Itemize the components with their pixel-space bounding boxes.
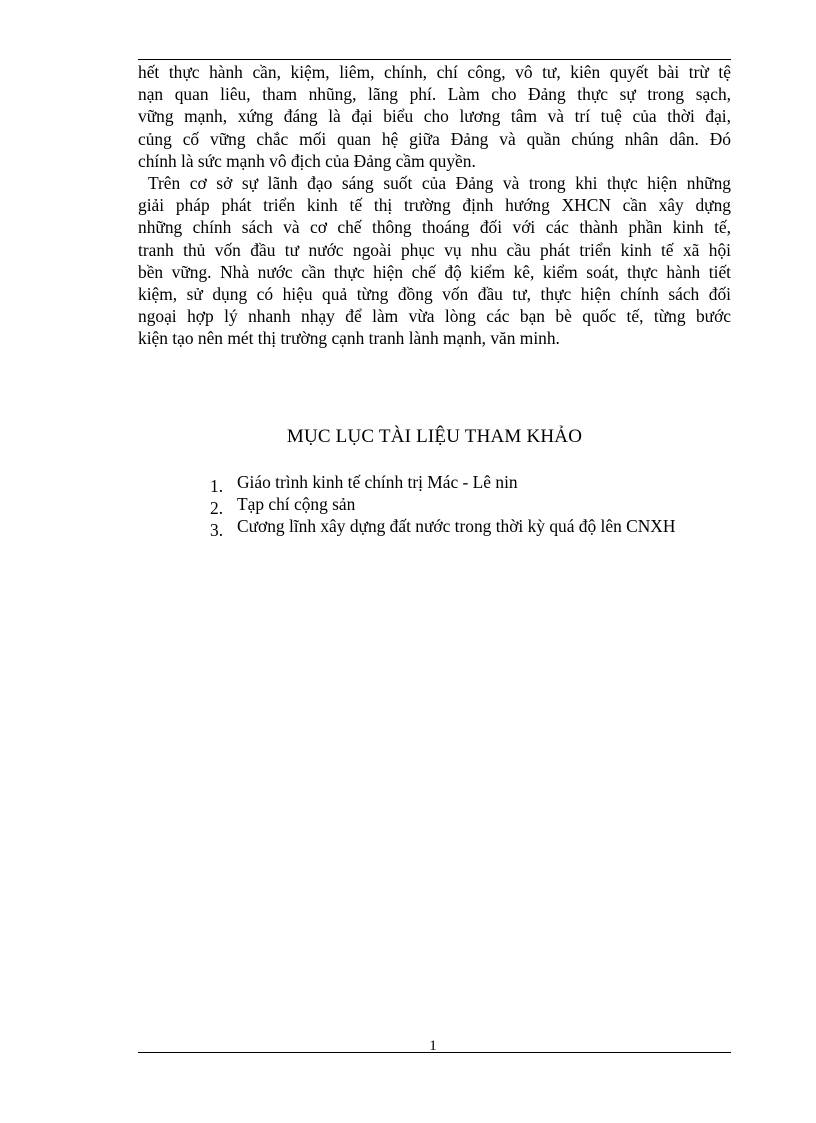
reference-text: Giáo trình kinh tế chính trị Mác - Lê nin <box>237 472 518 492</box>
paragraph-line: những chính sách và cơ chế thông thoáng đối với các thành phần kinh tế, <box>138 217 731 238</box>
reference-number: 2. <box>210 498 224 518</box>
paragraph-line: bền vững. Nhà nước cần thực hiện chế độ kiểm kê, kiểm soát, thực hành tiết <box>138 261 731 282</box>
paragraph-line: ngoại hợp lý nhanh nhạy để làm vừa lòng các bạn bè quốc tế, từng bước <box>138 306 731 327</box>
page-number: 1 <box>429 1038 437 1054</box>
reference-item <box>210 471 675 496</box>
header-rule <box>138 59 731 60</box>
paragraph-line: kiệm, sử dụng có hiệu quả từng đồng vốn đầu tư, thực hiện chính sách đối <box>138 283 731 304</box>
paragraph-line: kiện tạo nên mét thị trường cạnh tranh lành mạnh, văn minh. <box>138 328 560 349</box>
paragraph-line: củng cố vững chắc mối quan hệ giữa Đảng và quần chúng nhân dân. Đó <box>138 128 731 149</box>
reference-number: 3. <box>210 520 224 540</box>
reference-text: Cương lĩnh xây dựng đất nước trong thời kỳ quá độ lên CNXH <box>237 516 676 536</box>
paragraph-line: hết thực hành cần, kiệm, liêm, chính, chí công, vô tư, kiên quyết bài trừ tệ <box>138 62 731 82</box>
reference-number: 1. <box>210 476 224 496</box>
reference-item <box>210 515 676 540</box>
paragraph-line: giải pháp phát triển kinh tế thị trường định hướng XHCN cần xây dựng <box>138 195 731 216</box>
paragraph-line: tranh thủ vốn đầu tư nước ngoài phục vụ nhu cầu phát triển kinh tế xã hội <box>138 239 731 260</box>
paragraph-line: nạn quan liêu, tham nhũng, lãng phí. Làm cho Đảng thực sự trong sạch, <box>138 84 731 105</box>
paragraph-line: Trên cơ sở sự lãnh đạo sáng suốt của Đảng và trong khi thực hiện những <box>148 172 731 193</box>
references-heading: MỤC LỤC TÀI LIỆU THAM KHẢO <box>286 426 583 447</box>
paragraph-line: chính là sức mạnh vô địch của Đảng cầm quyền. <box>138 150 476 171</box>
reference-text: Tạp chí cộng sản <box>237 494 356 514</box>
reference-item <box>210 493 675 518</box>
body-text <box>138 61 731 349</box>
footer-rule <box>138 1052 731 1053</box>
references-list <box>210 471 676 540</box>
paragraph-line: vững mạnh, xứng đáng là đại biểu cho lương tâm và trí tuệ của thời đại, <box>138 106 731 127</box>
